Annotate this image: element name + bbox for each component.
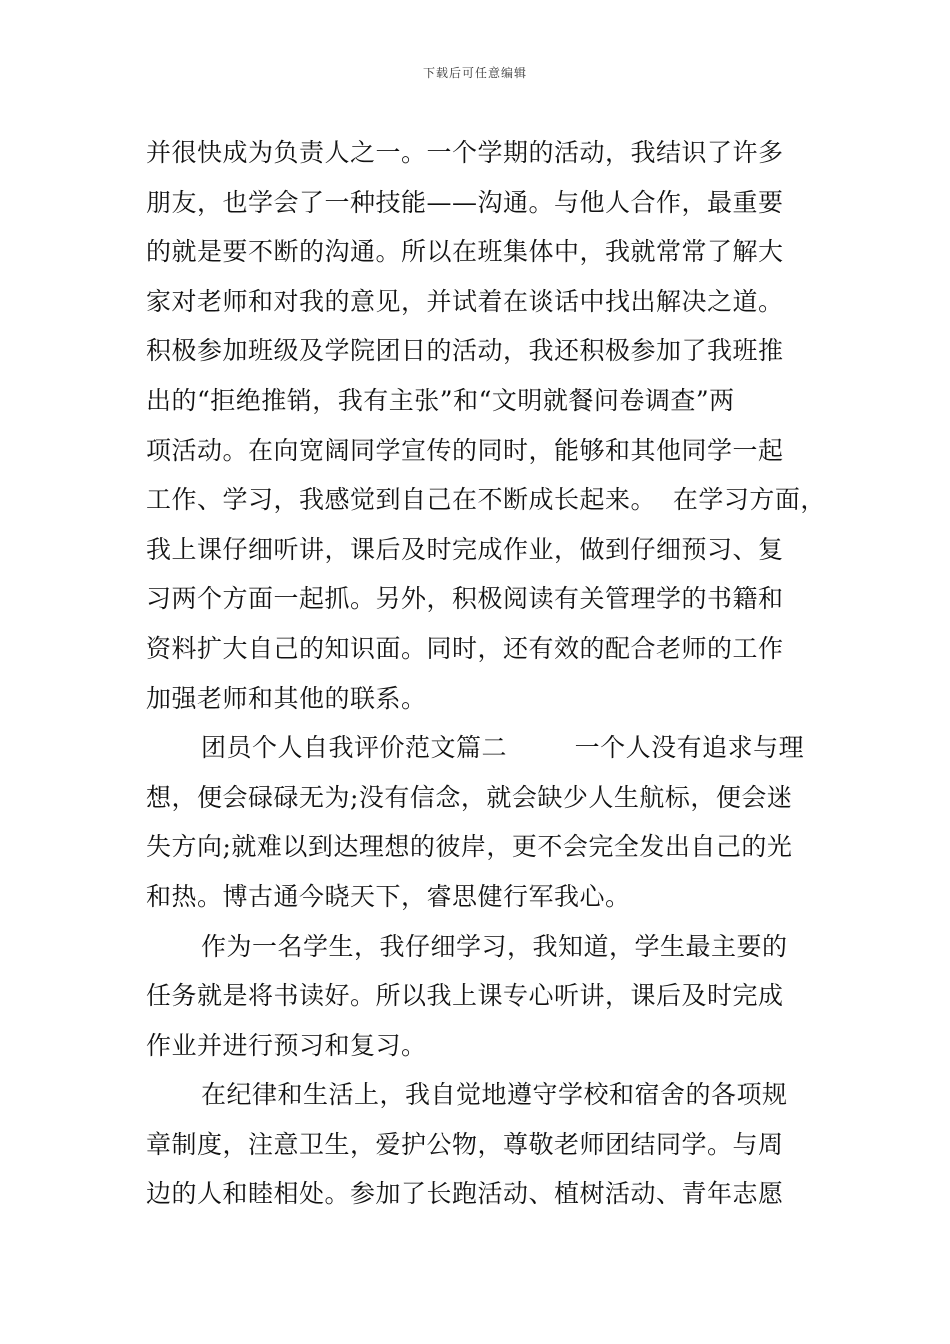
text-line: 我上课仔细听讲，课后及时完成作业，做到仔细预习、复 bbox=[146, 534, 784, 564]
text-line: 边的人和睦相处。参加了长跑活动、植树活动、青年志愿 bbox=[146, 1179, 784, 1209]
text-line: 家对老师和对我的意见，并试着在谈话中找出解决之道。 bbox=[146, 286, 784, 316]
text-line: 项活动。在向宽阔同学宣传的同时，能够和其他同学一起 bbox=[146, 435, 784, 465]
page-header: 下载后可任意编辑 bbox=[422, 66, 527, 80]
text-line: 工作、学习，我感觉到自己在不断成长起来。 在学习方面， bbox=[146, 485, 826, 515]
text-line: 并很快成为负责人之一。一个学期的活动，我结识了许多 bbox=[146, 138, 784, 167]
document-body bbox=[146, 128, 846, 1219]
section-heading-line: 团员个人自我评价范文篇二 一个人没有追求与理 bbox=[201, 733, 805, 763]
paragraph-start-line: 作为一名学生，我仔细学习，我知道，学生最主要的 bbox=[201, 931, 788, 961]
text-line: 任务就是将书读好。所以我上课专心听讲，课后及时完成 bbox=[146, 981, 784, 1011]
text-line: 朋友，也学会了一种技能——沟通。与他人合作，最重要 bbox=[146, 187, 784, 217]
text-line: 的就是要不断的沟通。所以在班集体中，我就常常了解大 bbox=[146, 237, 784, 267]
text-line: 作业并进行预习和复习。 bbox=[146, 1030, 427, 1060]
text-line: 加强老师和其他的联系。 bbox=[146, 683, 427, 713]
text-line: 出的“拒绝推销，我有主张”和“文明就餐问卷调查”两 bbox=[146, 385, 735, 415]
text-line: 习两个方面一起抓。另外，积极阅读有关管理学的书籍和 bbox=[146, 584, 784, 614]
text-line: 资料扩大自己的知识面。同时，还有效的配合老师的工作 bbox=[146, 633, 784, 663]
text-line: 和热。博古通今晓天下，睿思健行军我心。 bbox=[146, 881, 631, 911]
text-line: 章制度，注意卫生，爱护公物，尊敬老师团结同学。与周 bbox=[146, 1129, 784, 1159]
text-line: 积极参加班级及学院团日的活动，我还积极参加了我班推 bbox=[146, 336, 784, 366]
text-line: 失方向;就难以到达理想的彼岸，更不会完全发出自己的光 bbox=[146, 832, 793, 862]
paragraph-start-line: 在纪律和生活上，我自觉地遵守学校和宿舍的各项规 bbox=[201, 1080, 788, 1110]
text-line: 想，便会碌碌无为;没有信念，就会缺少人生航标，便会迷 bbox=[146, 782, 793, 812]
